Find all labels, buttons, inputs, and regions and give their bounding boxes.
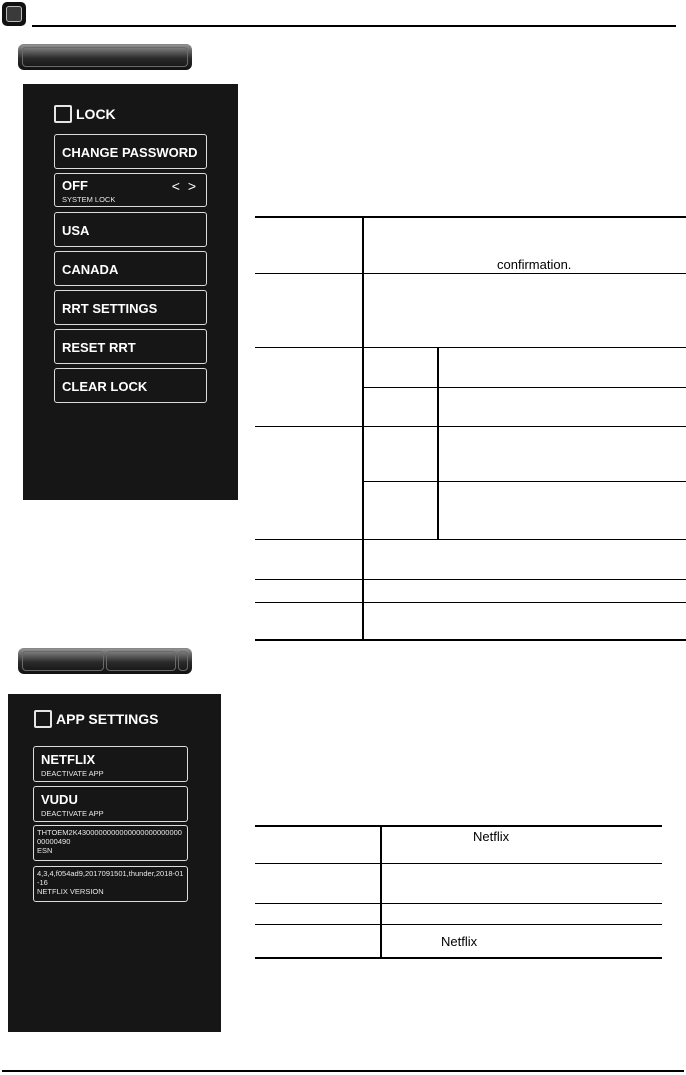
netflix-deactivate-caption: DEACTIVATE APP (41, 769, 104, 778)
app-settings-title: APP SETTINGS (56, 711, 159, 727)
netflix-version-value: 4,3,4,f054ad9,2017091501,thunder,2018-01-16 (37, 869, 184, 887)
usa-label: USA (62, 223, 90, 238)
canada-label: CANADA (62, 262, 119, 277)
left-right-arrows-icon[interactable]: < > (171, 178, 198, 194)
esn-value: THTOEM2K430000000000000000000000000000490 (37, 828, 182, 846)
clear-lock-button[interactable] (54, 368, 207, 403)
change-password-label: CHANGE PASSWORD (62, 145, 198, 160)
section-corner-icon (2, 2, 26, 26)
esn-info-box (33, 825, 188, 861)
vudu-deactivate-button[interactable] (33, 786, 188, 822)
canada-button[interactable] (54, 251, 207, 286)
clear-lock-label: CLEAR LOCK (62, 379, 148, 394)
netflix-deactivate-button[interactable] (33, 746, 188, 782)
rrt-settings-button[interactable] (54, 290, 207, 325)
lock-menu-title: LOCK (76, 106, 116, 122)
system-lock-caption: SYSTEM LOCK (62, 195, 116, 204)
section-pill-lock (18, 44, 192, 70)
lock-menu-panel (23, 84, 238, 500)
lock-table-row1-text: confirmation. (497, 257, 572, 272)
system-lock-value: OFF (62, 178, 88, 193)
app-settings-checkbox-icon[interactable] (34, 710, 52, 728)
lock-checkbox-icon[interactable] (54, 105, 72, 123)
netflix-label: NETFLIX (41, 752, 96, 767)
app-table-row1-text: Netflix (473, 829, 510, 844)
header-rule (32, 25, 676, 27)
app-settings-panel (8, 694, 221, 1032)
change-password-button[interactable] (54, 134, 207, 169)
system-lock-selector[interactable] (54, 173, 207, 207)
vudu-label: VUDU (41, 792, 78, 807)
rrt-settings-label: RRT SETTINGS (62, 301, 158, 316)
reset-rrt-label: RESET RRT (62, 340, 136, 355)
footer-rule (2, 1070, 684, 1072)
section-pill-app-settings (18, 648, 192, 674)
netflix-version-info-box (33, 866, 188, 902)
netflix-version-label: NETFLIX VERSION (37, 887, 104, 896)
esn-label: ESN (37, 846, 53, 855)
app-table-row4-text: Netflix (441, 934, 478, 949)
reset-rrt-button[interactable] (54, 329, 207, 364)
usa-button[interactable] (54, 212, 207, 247)
vudu-deactivate-caption: DEACTIVATE APP (41, 809, 104, 818)
